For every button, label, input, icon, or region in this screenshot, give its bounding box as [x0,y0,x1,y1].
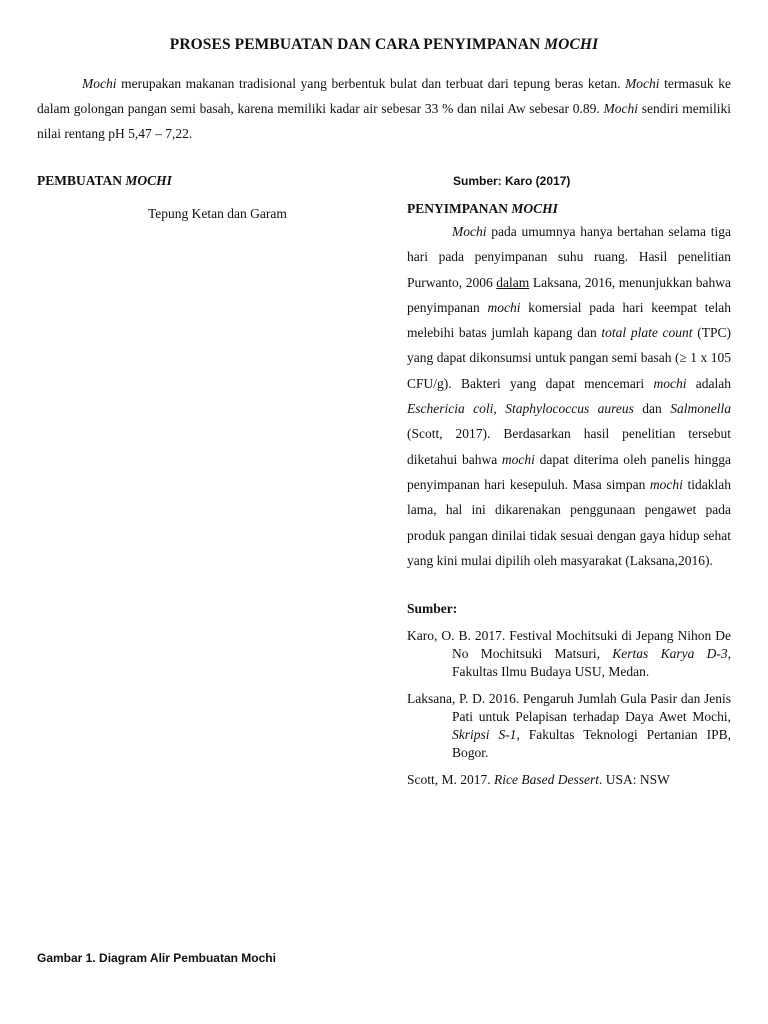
storage-text-1: pada umumnya hanya bertahan selama tiga hari pada penyimpanan suhu ruang. Hasil penelitian Purwanto, 2006 [407,224,731,290]
storage-salmonella: Salmonella [670,401,731,417]
reference-1-text: Karo, O. B. 2017. Festival Mochitsuki di Jepang Nihon De No Mochitsuki Matsuri, [407,628,731,662]
storage-text-2: Laksana, 2016, menunjukkan bahwa penyimpanan [407,274,731,315]
reference-2-title: Skripsi S-1 [452,727,517,743]
storage-column [407,201,731,798]
storage-heading [407,201,731,217]
reference-item [407,690,731,762]
reference-3-text: Scott, M. 2017. [407,772,495,788]
storage-mochi-5: mochi [649,476,683,492]
document-title [0,36,768,54]
reference-item [407,771,731,789]
document-title-text: PROSES PEMBUATAN DAN CARA PENYIMPANAN [169,36,545,53]
intro-mochi-2: Mochi [625,76,660,91]
references-heading: Sumber: [407,601,458,617]
storage-mochi-2: mochi [487,299,521,315]
intro-sentence-3: sendiri memiliki nilai rentang pH 5,47 – 7,22. [37,101,731,141]
storage-text-7: dapat diterima oleh panelis hingga penyimpanan hari kesepuluh. Masa simpan [407,451,731,492]
storage-tpc: total plate count [601,325,693,341]
storage-mochi-3: mochi [653,375,687,391]
storage-text-6: (Scott, 2017). Berdasarkan hasil penelitian tersebut diketahui bahwa [407,426,731,467]
storage-text-3: komersial pada hari keempat telah melebihi batas jumlah kapang dan [407,299,731,341]
making-heading-emphasis: MOCHI [125,173,172,188]
intro-paragraph [37,71,731,146]
storage-comma: , [493,401,506,417]
document-title-emphasis: MOCHI [544,36,599,53]
making-heading-text: PEMBUATAN [37,173,126,188]
reference-1-title: Kertas Karya D-3 [612,646,728,662]
storage-heading-text: PENYIMPANAN [407,201,512,216]
storage-text-8: tidaklah lama, hal ini dikarenakan penggunaan pengawet pada produk pangan dinilai tidak sesuai dengan gaya hidup sehat yang kini mulai dipilih oleh masyarakat (Laksana,2016). [407,476,731,568]
storage-dan: dan [633,401,671,417]
reference-3-publisher: . USA: NSW [598,772,670,788]
storage-ecoli: Eschericia coli [407,401,494,417]
reference-2-text: Laksana, P. D. 2016. Pengaruh Jumlah Gula Pasir dan Jenis Pati untuk Pelapisan terhadap Daya Awet Mochi, [407,691,731,725]
intro-sentence-2: termasuk ke dalam golongan pangan semi basah, karena memiliki kadar air sebesar 33 % dan nilai Aw sebesar 0.89. [37,76,731,116]
storage-text-4: (TPC) yang dapat dikonsumsi untuk pangan semi basah (≥ 1 x 105 CFU/g). Bakteri yang dapat mencemari [407,325,731,391]
storage-paragraph [407,219,731,573]
reference-item [407,627,731,681]
flow-diagram-first-step: Tepung Ketan dan Garam [148,206,287,221]
storage-dalam: dalam [496,274,530,290]
reference-3-title: Rice Based Dessert [494,772,599,788]
storage-heading-emphasis: MOCHI [511,201,558,216]
diagram-source-caption: Sumber: Karo (2017) [453,174,571,188]
intro-mochi-3: Mochi [603,101,639,116]
intro-text [37,71,731,146]
making-heading [37,173,172,189]
storage-mochi-4: mochi [501,451,535,467]
storage-mochi-1: Mochi [452,224,487,239]
intro-sentence-1: merupakan makanan tradisional yang berbentuk bulat dan terbuat dari tepung beras ketan. [116,76,626,91]
reference-2-publisher: , Fakultas Teknologi Pertanian IPB, Bogor. [452,727,731,761]
figure-caption: Gambar 1. Diagram Alir Pembuatan Mochi [37,951,276,965]
reference-1-publisher: , Fakultas Ilmu Budaya USU, Medan. [452,646,732,680]
storage-text-5: adalah [686,375,732,391]
storage-staph: Staphylococcus aureus [505,401,634,417]
intro-mochi-1: Mochi [82,76,117,91]
